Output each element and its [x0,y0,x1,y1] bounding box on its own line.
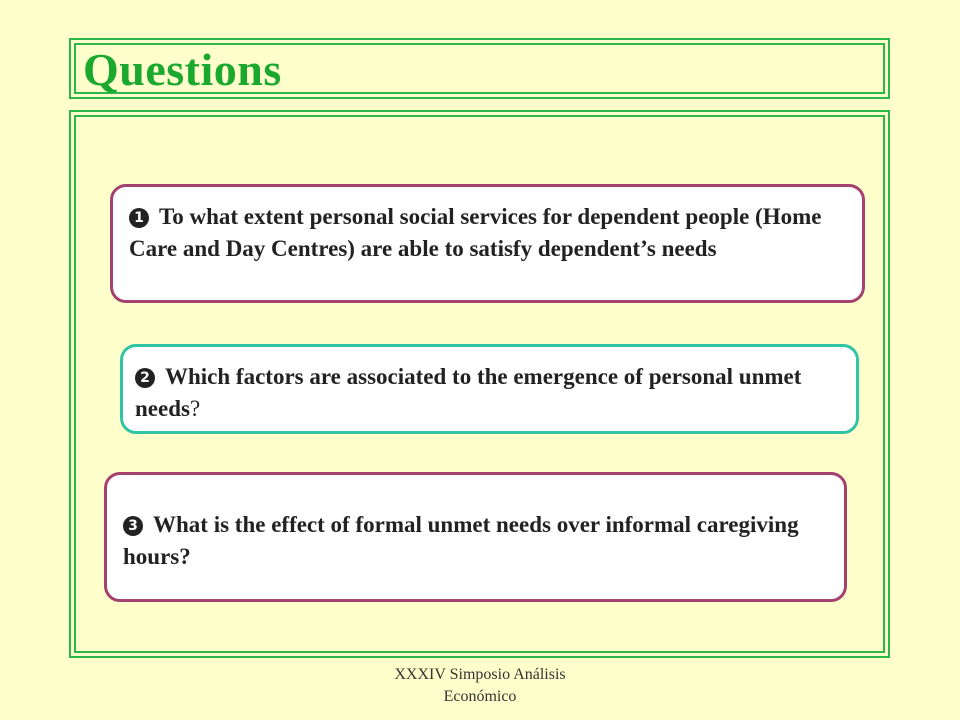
question-box-1 [110,184,865,303]
question-box-3 [104,472,847,602]
footer-line-2: Económico [443,688,517,705]
circled-number-3-icon: 3 [123,516,143,536]
question-text-3: What is the effect of formal unmet needs over informal caregiving hours? [123,512,799,569]
footer [330,664,630,708]
slide-title: Questions [83,44,282,95]
question-mark-2: ? [189,396,201,421]
circled-number-2-icon: 2 [135,368,155,388]
question-box-2 [120,344,859,434]
circled-number-1-icon: 1 [129,208,149,228]
question-text-1: To what extent personal social services for dependent people (Home Care and Day Centres) are able to satisfy dependent’s needs [129,204,822,261]
footer-line-1: XXXIV Simposio Análisis [394,666,566,683]
question-text-2: Which factors are associated to the emergence of personal unmet needs [135,364,802,421]
